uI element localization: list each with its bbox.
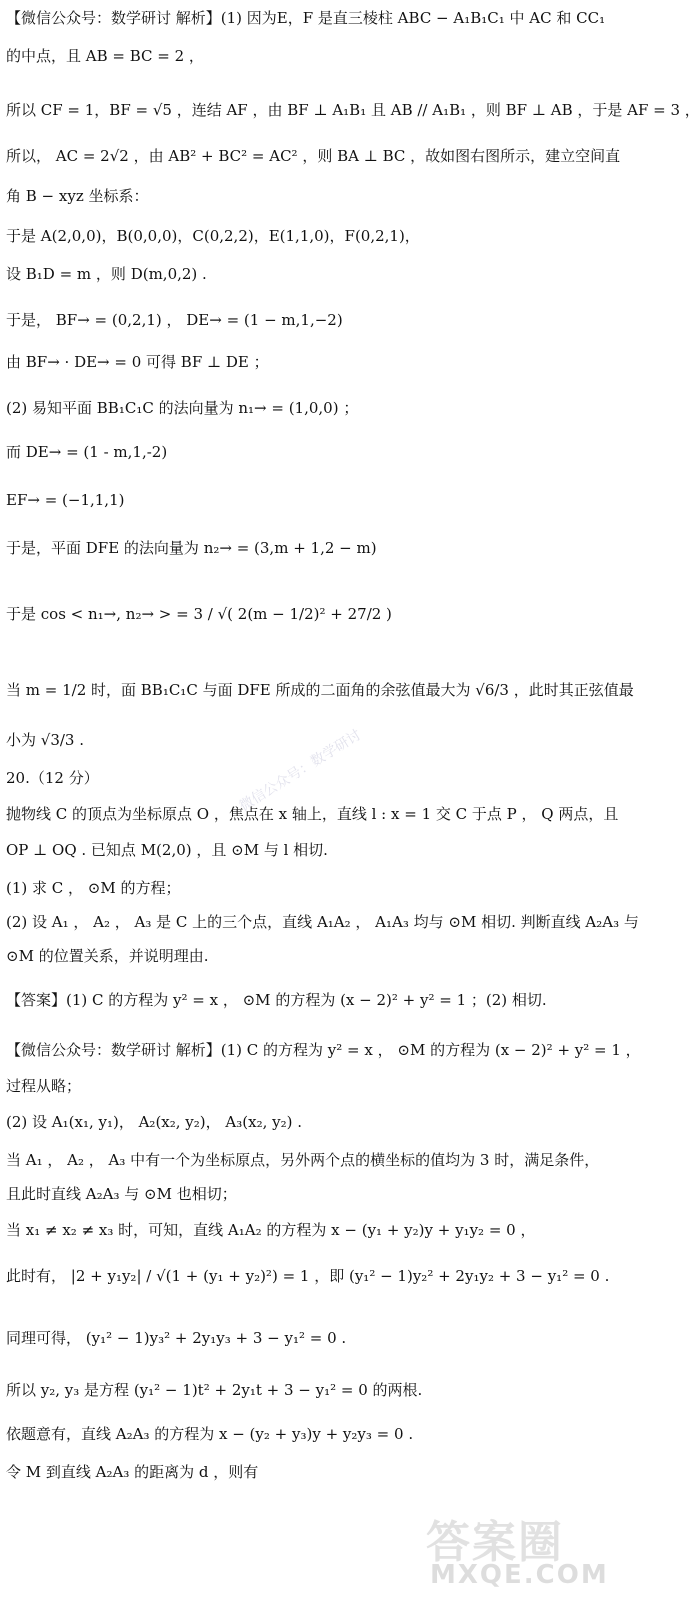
text-line: 的中点，且 AB = BC = 2 ，: [6, 47, 204, 65]
text-line: 所以， AC = 2√2 ，由 AB² + BC² = AC² ，则 BA ⊥ BC ，故如图右图所示，建立空间直: [6, 147, 621, 165]
text-line: (2) 易知平面 BB₁C₁C 的法向量为 n₁→ = (1,0,0) ；: [6, 399, 359, 417]
text-line: 于是，平面 DFE 的法向量为 n₂→ = (3,m + 1,2 − m): [6, 539, 377, 557]
text-line: (2) 设 A₁ ， A₂ ， A₃ 是 C 上的三个点，直线 A₁A₂ ， A₁A₃ 均与 ⊙M 相切. 判断直线 A₂A₃ 与: [6, 913, 639, 931]
logo-url: MXQE.COM: [430, 1560, 609, 1590]
text-line: OP ⊥ OQ . 已知点 M(2,0) ，且 ⊙M 与 l 相切.: [6, 841, 328, 859]
text-line: 所以 CF = 1，BF = √5 ，连结 AF ，由 BF ⊥ A₁B₁ 且 AB // A₁B₁ ，则 BF ⊥ AB ，于是 AF = 3 ，: [6, 101, 700, 119]
answer-line: 【答案】(1) C 的方程为 y² = x ， ⊙M 的方程为 (x − 2)² + y² = 1 ；(2) 相切.: [6, 991, 547, 1009]
text-line: 由 BF→ · DE→ = 0 可得 BF ⊥ DE ；: [6, 353, 269, 371]
text-line: 且此时直线 A₂A₃ 与 ⊙M 也相切；: [6, 1185, 237, 1203]
text-line: 过程从略；: [6, 1077, 82, 1095]
text-line: 【微信公众号：数学研讨 解析】(1) 因为E，F 是直三棱柱 ABC − A₁B₁C₁ 中 AC 和 CC₁: [6, 9, 606, 27]
text-line: 依题意有，直线 A₂A₃ 的方程为 x − (y₂ + y₃)y + y₂y₃ = 0 .: [6, 1425, 414, 1443]
logo-text: 答案圈: [426, 1517, 564, 1568]
text-line: 同理可得， (y₁² − 1)y₃² + 2y₁y₃ + 3 − y₁² = 0 .: [6, 1329, 347, 1347]
text-line: 当 m = 1/2 时，面 BB₁C₁C 与面 DFE 所成的二面角的余弦值最大为 √6/3 ，此时其正弦值最: [6, 681, 634, 699]
text-line: 于是， BF→ = (0,2,1) ， DE→ = (1 − m,1,−2): [6, 311, 343, 329]
text-line: (1) 求 C ， ⊙M 的方程；: [6, 879, 181, 897]
text-line: EF→ = (−1,1,1): [6, 491, 125, 509]
watermark: 微信公众号：数学研讨: [236, 726, 365, 815]
text-line: (2) 设 A₁(x₁, y₁)， A₂(x₂, y₂)， A₃(x₂, y₂) .: [6, 1113, 302, 1131]
text-line: 角 B − xyz 坐标系：: [6, 187, 149, 205]
text-line: 而 DE→ = (1 - m,1,-2): [6, 443, 168, 461]
text-line: 当 x₁ ≠ x₂ ≠ x₃ 时，可知，直线 A₁A₂ 的方程为 x − (y₁ + y₂)y + y₁y₂ = 0 ，: [6, 1221, 536, 1239]
text-line: 设 B₁D = m ，则 D(m,0,2) .: [6, 265, 207, 283]
text-line: 于是 A(2,0,0)，B(0,0,0)，C(0,2,2)，E(1,1,0)，F(0,2,1)，: [6, 227, 420, 245]
text-line: 令 M 到直线 A₂A₃ 的距离为 d ，则有: [6, 1463, 259, 1481]
text-line: ⊙M 的位置关系，并说明理由.: [6, 947, 209, 965]
text-line: 此时有， |2 + y₁y₂| / √(1 + (y₁ + y₂)²) = 1 ，即 (y₁² − 1)y₂² + 2y₁y₂ + 3 − y₁² = 0 .: [6, 1267, 610, 1285]
text-line: 抛物线 C 的顶点为坐标原点 O ，焦点在 x 轴上，直线 l : x = 1 交 C 于点 P ， Q 两点，且: [6, 805, 619, 823]
text-line: 所以 y₂, y₃ 是方程 (y₁² − 1)t² + 2y₁t + 3 − y₁² = 0 的两根.: [6, 1381, 423, 1399]
site-logo: [418, 1500, 608, 1596]
text-line: 于是 cos < n₁→, n₂→ > = 3 / √( 2(m − 1/2)² + 27/2 ): [6, 605, 392, 623]
text-line: 【微信公众号：数学研讨 解析】(1) C 的方程为 y² = x ， ⊙M 的方程为 (x − 2)² + y² = 1 ，: [6, 1041, 641, 1059]
text-line: 当 A₁ ， A₂ ， A₃ 中有一个为坐标原点，另外两个点的横坐标的值均为 3 时，满足条件，: [6, 1151, 600, 1169]
text-line: 小为 √3/3 .: [6, 731, 85, 749]
question-number: 20.（12 分）: [6, 769, 99, 787]
